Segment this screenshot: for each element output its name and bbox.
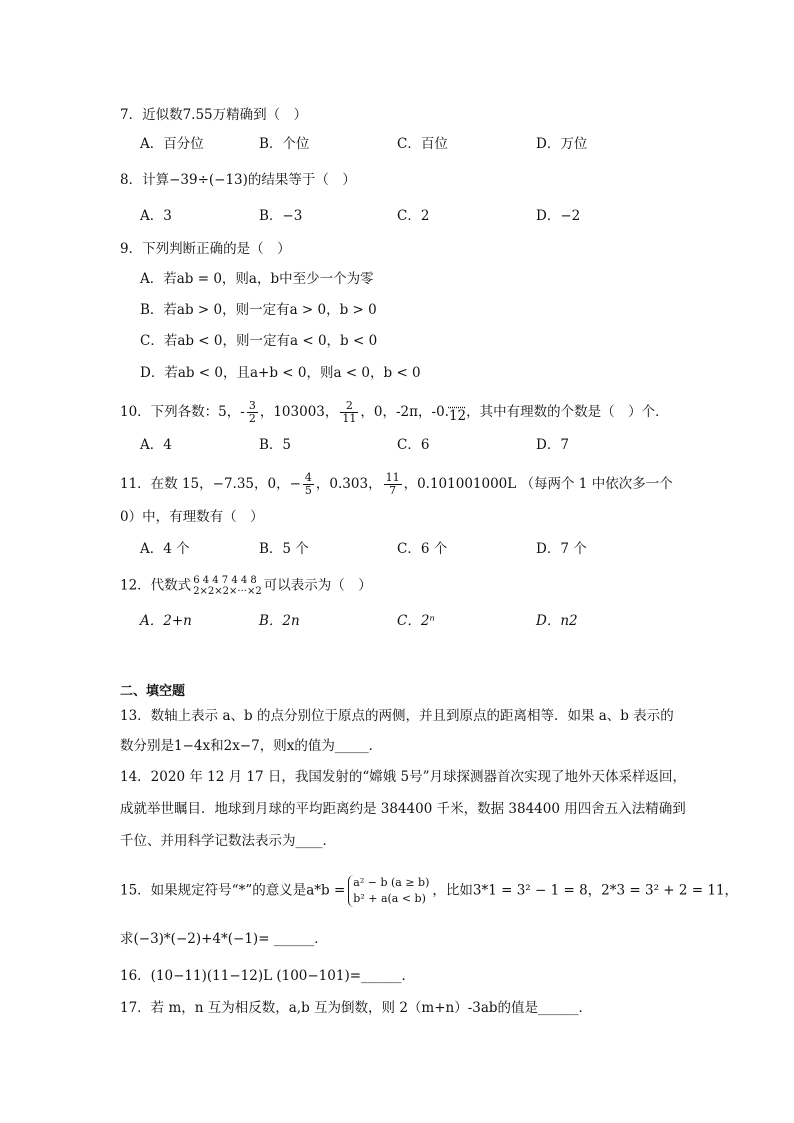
q10-mid1: ，103003， [259,404,339,420]
q10-frac2-num: 2 [340,400,358,413]
q7-option-a: A．百分位 [140,136,204,152]
q11-frac2-num: 11 [385,471,400,484]
q11-option-d: D．7 个 [536,541,587,557]
q10-suffix: ，其中有理数的个数是（ ）个． [466,404,669,420]
q10-stem [120,400,669,425]
q11-mid1: ，0.303， [315,476,382,492]
q7-option-d: D．万位 [536,136,588,152]
q13-line1: 13．数轴上表示 a、b 的点分别位于原点的两侧，并且到原点的距离相等．如果 a、b 表示的 [120,708,674,724]
q12-top: 6 4 4 7 4 4 8 [193,575,257,586]
q11-frac2-den: 7 [389,484,397,497]
q10-repeating: 12 [448,408,467,424]
q8-option-d: D．−2 [536,208,581,224]
q11-option-b: B．5 个 [259,541,309,557]
q11-fraction-2 [384,472,402,497]
q10-fraction-1 [247,400,258,425]
q12-prefix: 12．代数式 [120,577,192,594]
q9-option-a: A．若ab = 0，则a，b中至少一个为零 [140,271,374,287]
q15-case2: b² + a(a < b) [353,892,426,905]
q12-expression [193,575,262,597]
q11-stem [120,472,673,497]
q12-option-d: D．n2 [536,613,578,629]
q12-bottom: 2×2×2×···×2 [193,586,262,597]
q10-prefix: 10．下列各数：5，- [120,404,245,420]
q14-line2: 成就举世瞩目．地球到月球的平均距离约是 384400 千米，数据 384400 用四舍五入法精确到 [120,801,686,817]
q7-stem: 7．近似数7.55万精确到（ ） [120,107,308,123]
q15-suffix: ，比如3*1 = 3² − 1 = 8，2*3 = 3² + 2 = 11， [432,882,739,899]
q12-stem [120,575,372,597]
q8-option-a: A．3 [140,208,172,224]
section-fill-in-title: 二、填空题 [120,684,186,699]
q9-option-b: B．若ab > 0，则一定有a > 0，b > 0 [140,302,377,318]
q12-option-c: C．2ⁿ [397,613,435,629]
q11-fraction-1 [303,472,314,497]
q11-prefix: 11．在数 15，−7.35，0，− [120,476,301,492]
q14-line3: 千位、并用科学记数法表示为____． [120,833,336,849]
q12-option-b: B．2n [259,613,300,629]
q11-suffix: ，0.101001000L （每两个 1 中依次多一个 [403,476,673,492]
q10-option-a: A．4 [140,437,172,453]
q15-stem [120,875,738,907]
q9-option-c: C．若ab < 0，则一定有a < 0，b < 0 [140,333,378,349]
q15-piecewise [348,875,429,907]
q11-frac1-den: 5 [304,484,312,497]
q11-option-c: C．6 个 [397,541,448,557]
q10-frac1-num: 3 [248,399,256,412]
q11-line2: 0）中，有理数有（ ） [120,509,264,525]
q16-text: 16．(10−11)(11−12)L (100−101)=______． [120,968,416,984]
q15-case1: a² − b (a ≥ b) [353,876,430,889]
q10-option-d: D．7 [536,437,569,453]
q17-text: 17．若 m，n 互为相反数，a,b 互为倒数，则 2（m+n）-3ab的值是______． [120,1000,593,1016]
q9-option-d: D．若ab < 0，且a+b < 0，则a < 0，b < 0 [140,365,421,381]
q10-frac2-den: 11 [342,412,357,425]
q8-stem: 8．计算−39÷(−13)的结果等于（ ） [120,172,356,188]
q10-option-b: B．5 [259,437,292,453]
q7-option-c: C．百位 [397,136,448,152]
q11-frac1-num: 4 [304,471,312,484]
q12-suffix: 可以表示为（ ） [263,577,372,594]
q7-option-b: B．个位 [259,136,310,152]
q10-option-c: C．6 [397,437,430,453]
q11-option-a: A．4 个 [140,541,190,557]
q8-option-b: B．−3 [259,208,303,224]
q15-line2: 求(−3)*(−2)+4*(−1)= ______． [120,931,328,947]
q14-line1: 14．2020 年 12 月 17 日，我国发射的“嫦娥 5号”月球探测器首次实现了地外天体采样返回， [120,769,687,785]
q9-stem: 9．下列判断正确的是（ ） [120,241,291,257]
q12-option-a: A．2+n [140,613,192,629]
q10-fraction-2 [340,400,358,425]
q8-option-c: C．2 [397,208,430,224]
q13-line2: 数分别是1−4x和2x−7，则x的值为_____． [120,738,383,754]
q15-prefix: 15．如果规定符号“*”的意义是a*b = [120,882,346,899]
q10-mid2: ，0，-2π，-0. [360,404,449,420]
q10-frac1-den: 2 [248,412,256,425]
